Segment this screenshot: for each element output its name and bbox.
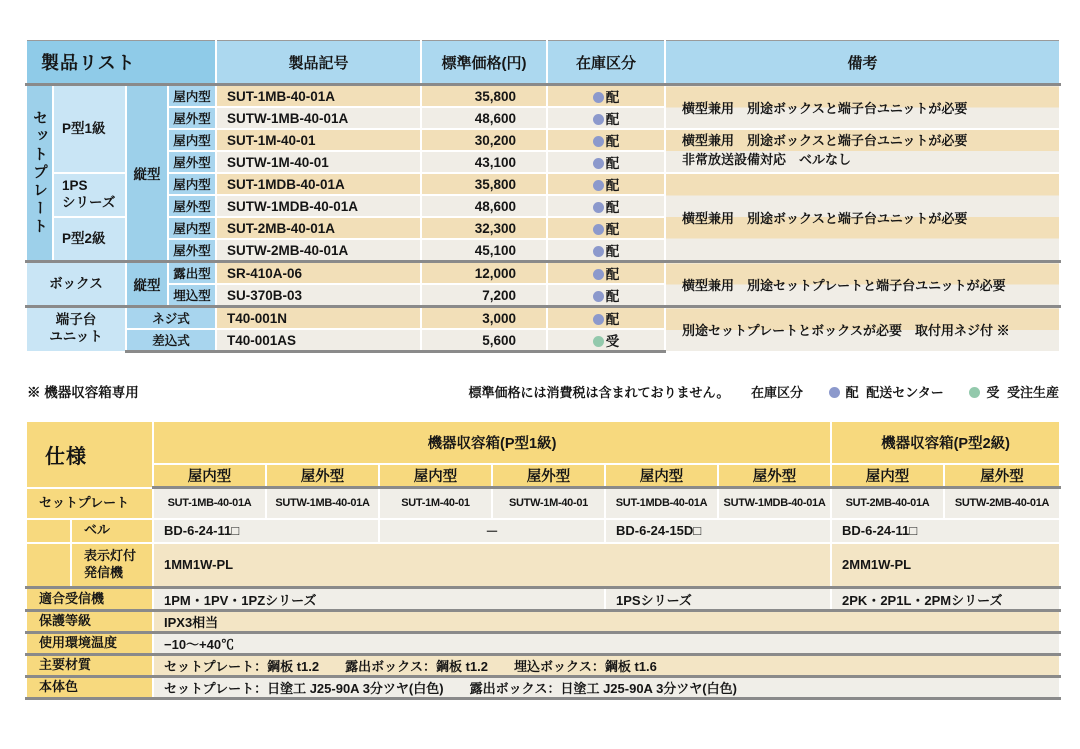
spec-label-setplate: セットプレート	[26, 488, 153, 519]
table-row	[26, 85, 1060, 108]
subheader-type: 屋外型	[266, 464, 379, 488]
stock-cell: 受	[547, 329, 665, 352]
delivery-dot-icon	[593, 136, 604, 147]
price-cell: 7,200	[421, 284, 547, 307]
stock-cell: 配	[547, 239, 665, 262]
stock-cell: 配	[547, 173, 665, 195]
temperature-value: −10～+40℃	[153, 633, 1060, 655]
bell-value: BD-6-24-11□	[831, 519, 1060, 543]
price-cell: 35,800	[421, 85, 547, 108]
spec-header-row	[26, 421, 1060, 464]
group-box-tate: 縦型	[126, 262, 168, 307]
type-cell: 屋内型	[168, 217, 216, 239]
spec-group-p2: 機器収容箱(P型2級)	[831, 421, 1060, 464]
col-header-price: 標準価格(円)	[421, 41, 547, 85]
price-cell: 30,200	[421, 129, 547, 151]
price-cell: 45,100	[421, 239, 547, 262]
type-cell: 屋外型	[168, 107, 216, 129]
type-cell: ネジ式	[126, 307, 216, 330]
spec-code-cell: SUT-1MDB-40-01A	[605, 488, 718, 519]
group-terminal: 端子台 ユニット	[26, 307, 126, 352]
spec-subheader-row	[26, 464, 1060, 488]
stock-cell: 配	[547, 262, 665, 285]
table-row	[26, 307, 1060, 330]
delivery-dot-icon	[593, 202, 604, 213]
spec-code-cell: SUTW-1MDB-40-01A	[718, 488, 831, 519]
delivery-dot-icon	[593, 114, 604, 125]
legend-delivery: 配 配送センター	[825, 385, 944, 400]
code-cell: SUT-2MB-40-01A	[216, 217, 421, 239]
col-header-remarks: 備考	[665, 41, 1060, 85]
spec-row-transmitter	[26, 543, 1060, 588]
price-cell: 35,800	[421, 173, 547, 195]
receiver-value: 2PK・2P1L・2PMシリーズ	[831, 588, 1060, 611]
price-cell: 12,000	[421, 262, 547, 285]
spec-code-cell: SUTW-1M-40-01	[492, 488, 605, 519]
receiver-value: 1PSシリーズ	[605, 588, 831, 611]
receiver-value: 1PM・1PV・1PZシリーズ	[153, 588, 605, 611]
material-value: セットプレート：鋼板 t1.2 露出ボックス：鋼板 t1.2 埋込ボックス：鋼板 t1.6	[153, 655, 1060, 677]
code-cell: SUT-1MB-40-01A	[216, 85, 421, 108]
bell-value-none: －	[379, 519, 605, 543]
stock-cell: 配	[547, 307, 665, 330]
stock-cell: 配	[547, 85, 665, 108]
type-cell: 屋外型	[168, 239, 216, 262]
product-list-title: 製品リスト	[26, 41, 216, 85]
bell-value: BD-6-24-11□	[153, 519, 379, 543]
tax-note: 標準価格には消費税は含まれておりません。	[468, 385, 730, 400]
spec-label-material: 主要材質	[26, 655, 153, 677]
spec-label-temperature: 使用環境温度	[26, 633, 153, 655]
remarks-cell: 横型兼用 別途ボックスと端子台ユニットが必要	[665, 85, 1060, 130]
type-cell: 差込式	[126, 329, 216, 352]
spec-row-protection	[26, 611, 1060, 633]
group-set-plate	[26, 85, 53, 262]
spec-code-cell: SUT-2MB-40-01A	[831, 488, 944, 519]
type-cell: 屋内型	[168, 173, 216, 195]
code-cell: SUTW-1M-40-01	[216, 151, 421, 173]
stock-legend-label: 在庫区分	[750, 385, 803, 400]
code-cell: SUTW-2MB-40-01A	[216, 239, 421, 262]
subheader-type: 屋内型	[605, 464, 718, 488]
group-p1: P型1級	[53, 85, 126, 174]
spec-table	[25, 420, 1061, 700]
subheader-type: 屋外型	[718, 464, 831, 488]
spec-label-protection: 保護等級	[26, 611, 153, 633]
stock-cell: 配	[547, 217, 665, 239]
stock-cell: 配	[547, 151, 665, 173]
spec-label-bell: ベル	[71, 519, 153, 543]
delivery-dot-icon	[593, 314, 604, 325]
spec-code-cell: SUTW-1MB-40-01A	[266, 488, 379, 519]
spec-row-material	[26, 655, 1060, 677]
type-cell: 屋外型	[168, 151, 216, 173]
product-list-table	[25, 40, 1061, 353]
code-cell: SUTW-1MDB-40-01A	[216, 195, 421, 217]
subheader-type: 屋外型	[944, 464, 1060, 488]
code-cell: T40-001N	[216, 307, 421, 330]
protection-value: IPX3相当	[153, 611, 1060, 633]
group-set-plate-label: セットプレート	[31, 110, 48, 236]
type-cell: 屋内型	[168, 129, 216, 151]
product-list-header-row	[26, 41, 1060, 85]
spec-code-cell: SUT-1MB-40-01A	[153, 488, 266, 519]
code-cell: SU-370B-03	[216, 284, 421, 307]
footnote-legend	[465, 382, 1059, 401]
bodycolor-value: セットプレート：日塗工 J25-90A 3分ツヤ(白色) 露出ボックス：日塗工 J25-90A 3分ツヤ(白色)	[153, 677, 1060, 699]
spec-group-p1: 機器収容箱(P型1級)	[153, 421, 831, 464]
delivery-dot-icon	[593, 92, 604, 103]
code-cell: SUT-1M-40-01	[216, 129, 421, 151]
remarks-cell: 別途セットプレートとボックスが必要 取付用ネジ付 ※	[665, 307, 1060, 352]
table-row	[26, 262, 1060, 285]
spec-row-bodycolor	[26, 677, 1060, 699]
type-cell: 屋外型	[168, 195, 216, 217]
bell-value: BD-6-24-15D□	[605, 519, 831, 543]
table-row	[26, 173, 1060, 195]
order-dot-icon	[593, 336, 604, 347]
price-cell: 48,600	[421, 107, 547, 129]
delivery-dot-icon	[593, 224, 604, 235]
spec-label-receiver: 適合受信機	[26, 588, 153, 611]
remarks-cell: 横型兼用 別途セットプレートと端子台ユニットが必要	[665, 262, 1060, 307]
spec-code-cell: SUT-1M-40-01	[379, 488, 492, 519]
table-row	[26, 129, 1060, 151]
group-tate: 縦型	[126, 85, 168, 262]
spec-row-bell	[26, 519, 1060, 543]
spec-label-bodycolor: 本体色	[26, 677, 153, 699]
price-cell: 32,300	[421, 217, 547, 239]
stock-cell: 配	[547, 129, 665, 151]
remarks-cell: 横型兼用 別途ボックスと端子台ユニットが必要	[665, 173, 1060, 262]
transmitter-value: 1MM1W-PL	[153, 543, 831, 588]
spec-row-setplate	[26, 488, 1060, 519]
type-cell: 露出型	[168, 262, 216, 285]
col-header-code: 製品記号	[216, 41, 421, 85]
price-cell: 5,600	[421, 329, 547, 352]
subheader-type: 屋内型	[153, 464, 266, 488]
type-cell: 埋込型	[168, 284, 216, 307]
price-cell: 3,000	[421, 307, 547, 330]
group-1ps: 1PS シリーズ	[53, 173, 126, 217]
type-cell: 屋内型	[168, 85, 216, 108]
footnote-box-only: ※ 機器収容箱専用	[27, 385, 139, 400]
code-cell: T40-001AS	[216, 329, 421, 352]
spec-code-cell: SUTW-2MB-40-01A	[944, 488, 1060, 519]
delivery-dot-icon	[593, 291, 604, 302]
delivery-dot-icon	[593, 180, 604, 191]
col-header-stock: 在庫区分	[547, 41, 665, 85]
code-cell: SR-410A-06	[216, 262, 421, 285]
group-p2: P型2級	[53, 217, 126, 262]
subheader-type: 屋外型	[492, 464, 605, 488]
price-cell: 43,100	[421, 151, 547, 173]
order-dot-icon	[969, 387, 980, 398]
transmitter-value: 2MM1W-PL	[831, 543, 1060, 588]
code-cell: SUTW-1MB-40-01A	[216, 107, 421, 129]
spec-label-transmitter: 表示灯付 発信機	[71, 543, 153, 588]
remarks-cell: 横型兼用 別途ボックスと端子台ユニットが必要 非常放送設備対応 ベルなし	[665, 129, 1060, 173]
stock-cell: 配	[547, 284, 665, 307]
price-cell: 48,600	[421, 195, 547, 217]
subheader-type: 屋内型	[379, 464, 492, 488]
stock-cell: 配	[547, 195, 665, 217]
delivery-dot-icon	[593, 246, 604, 257]
spec-title: 仕様	[26, 421, 153, 488]
spec-row-receiver	[26, 588, 1060, 611]
subheader-type: 屋内型	[831, 464, 944, 488]
stock-cell: 配	[547, 107, 665, 129]
legend-order: 受 受注生産	[965, 385, 1059, 400]
label-indent	[26, 519, 71, 543]
delivery-dot-icon	[829, 387, 840, 398]
group-box: ボックス	[26, 262, 126, 307]
spec-row-temperature	[26, 633, 1060, 655]
label-indent	[26, 543, 71, 588]
delivery-dot-icon	[593, 158, 604, 169]
delivery-dot-icon	[593, 269, 604, 280]
code-cell: SUT-1MDB-40-01A	[216, 173, 421, 195]
